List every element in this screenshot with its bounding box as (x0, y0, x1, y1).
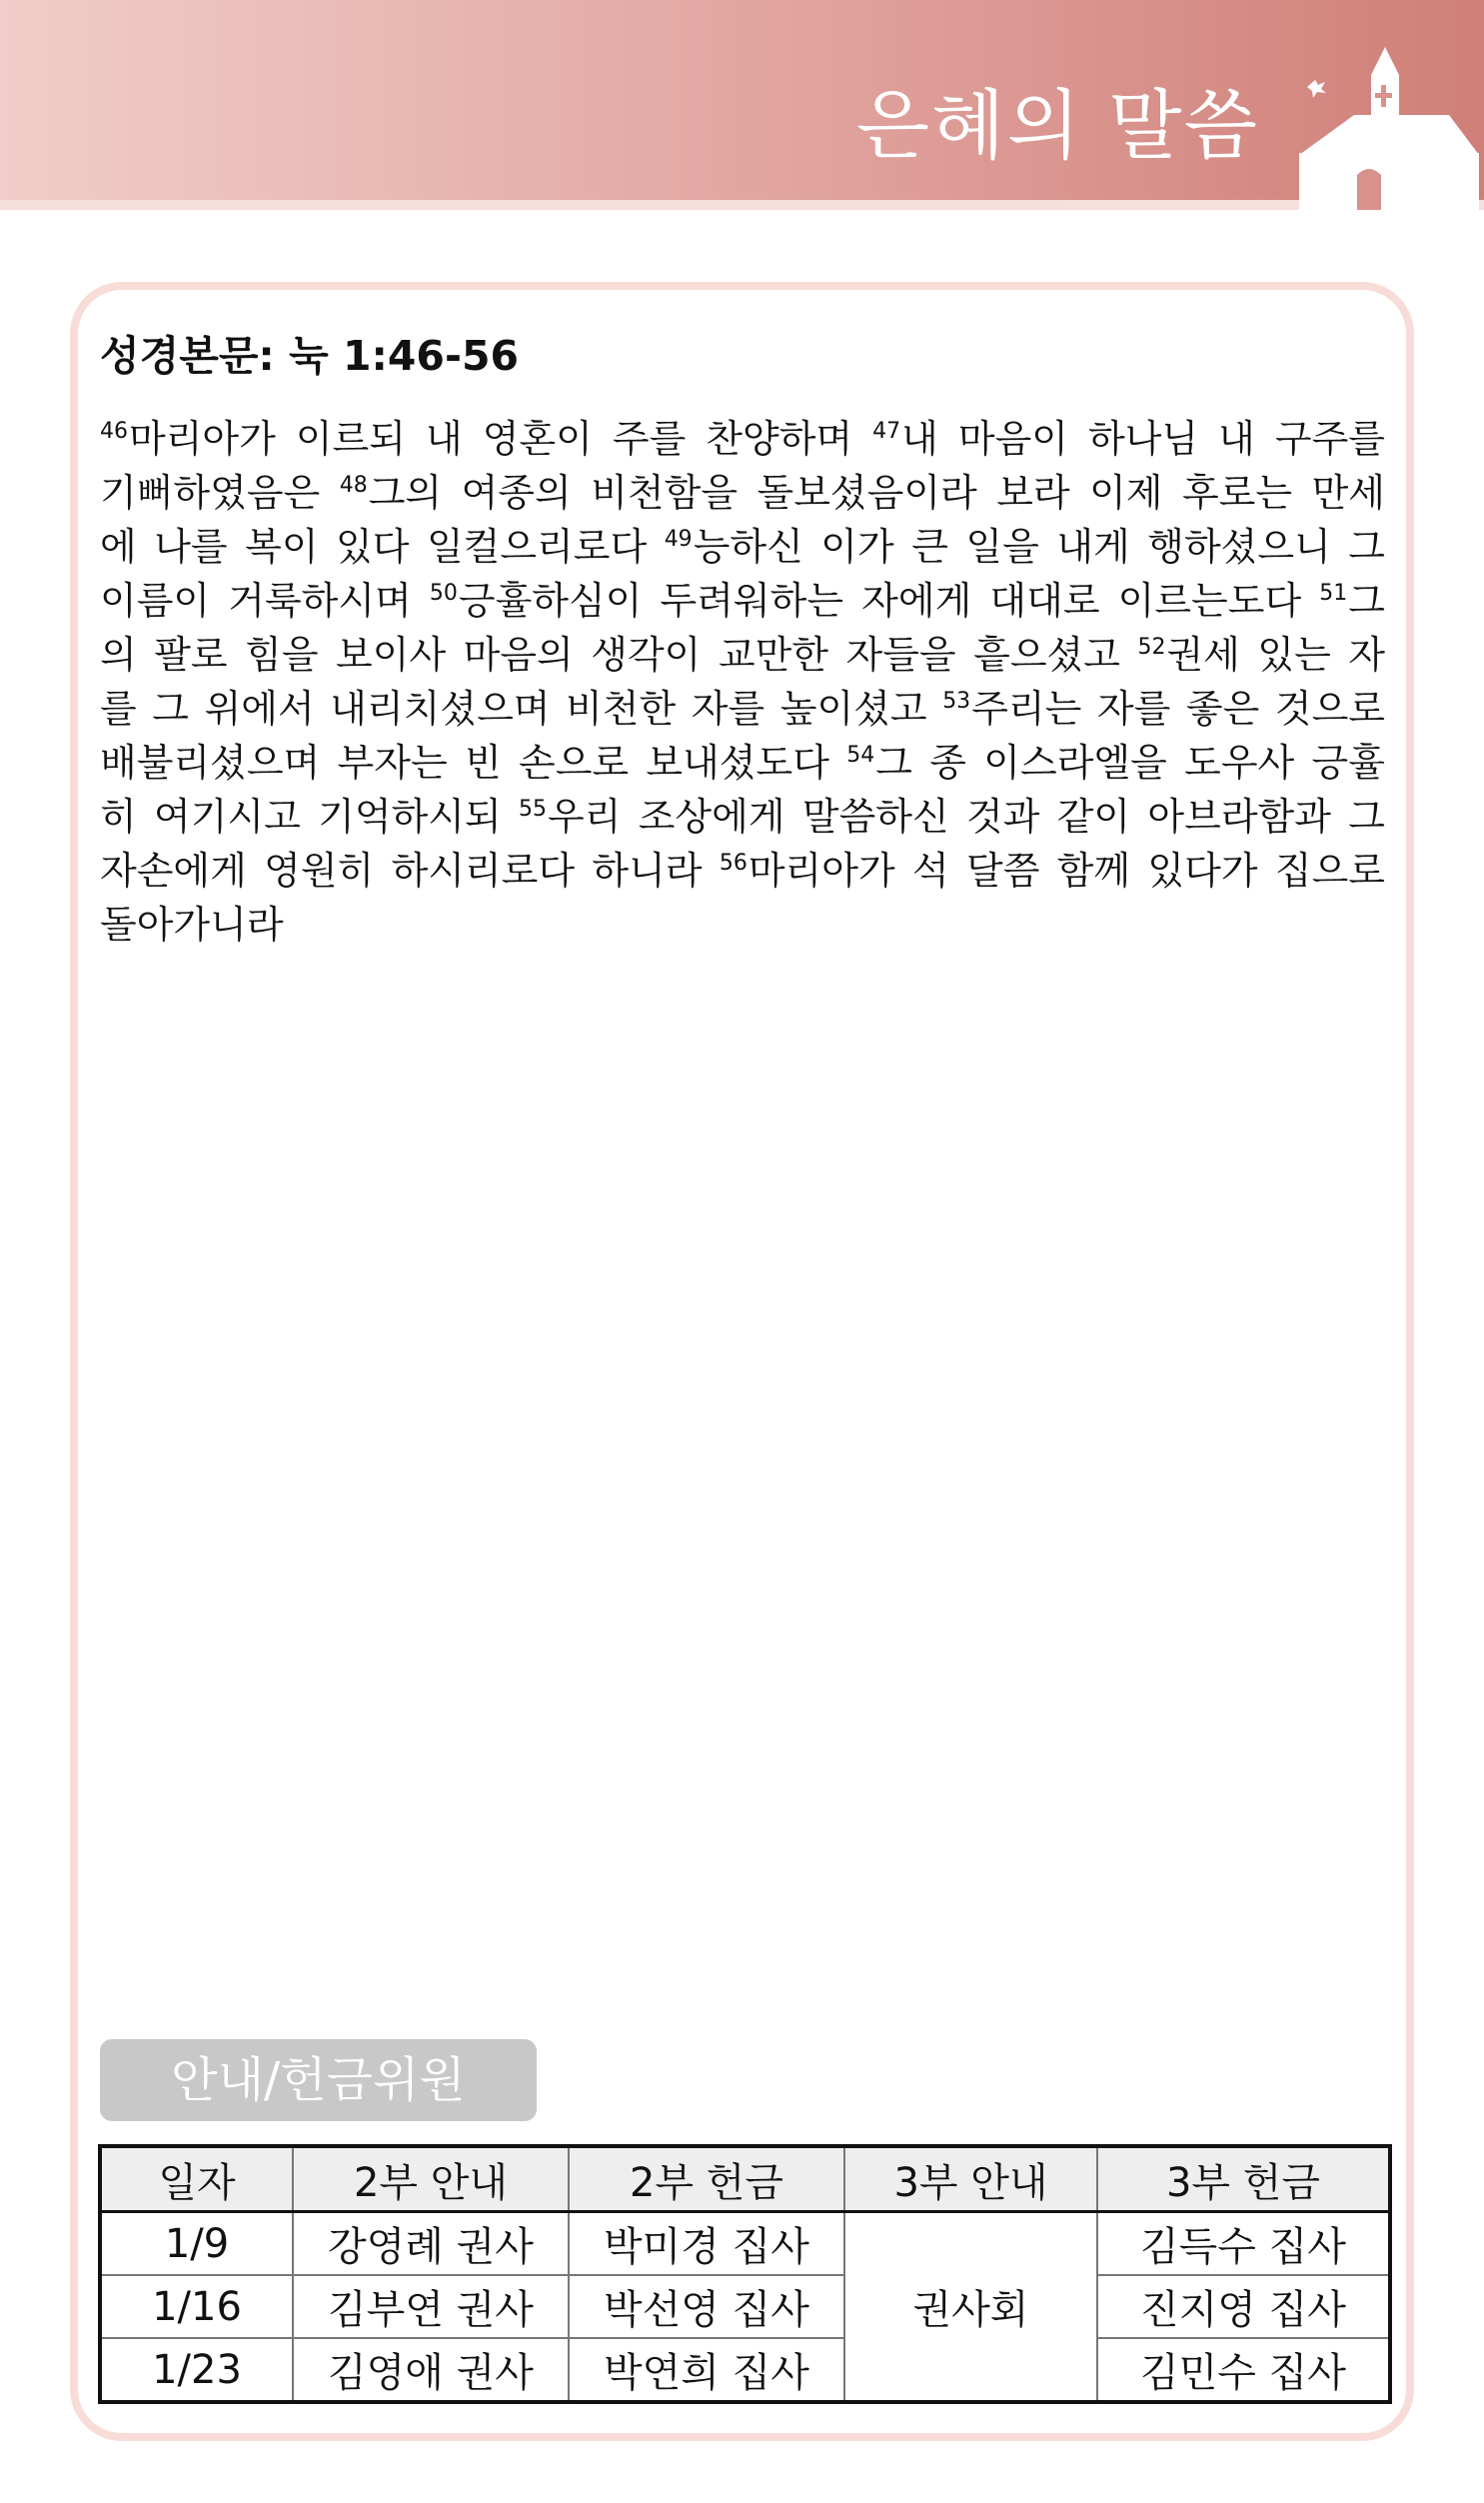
cell-2bu-heongeum: 박선영 집사 (569, 2275, 844, 2338)
cell-3bu-heongeum: 진지영 집사 (1097, 2275, 1390, 2338)
verse-number: 50 (429, 581, 458, 606)
verse-text: 내 마음이 하나님 내 구주를 기뻐하였음은 (100, 417, 1385, 515)
verse-text: 주리는 자를 좋은 것으로 배불리셨으며 부자는 빈 손으로 보내셨도다 (100, 687, 1385, 785)
table-row (100, 2338, 1390, 2402)
verse-number: 53 (942, 689, 971, 714)
cell-2bu-annae: 강영례 권사 (293, 2212, 569, 2276)
usher-section-label: 안내/헌금위원 (100, 2039, 537, 2121)
verse-text: 권세 있는 자를 그 위에서 내리치셨으며 비천한 자를 높이셨고 (100, 633, 1385, 731)
verse-text: 그의 여종의 비천함을 돌보셨음이라 보라 이제 후로는 만세에 나를 복이 있다 일컬으리로다 (100, 471, 1385, 569)
verse-text: 마리아가 석 달쯤 함께 있다가 집으로 돌아가니라 (100, 849, 1385, 947)
cell-2bu-heongeum: 박연희 집사 (569, 2338, 844, 2402)
verse-text: 긍휼하심이 두려워하는 자에게 대대로 이르는도다 (458, 579, 1320, 623)
cell-date: 1/9 (100, 2212, 293, 2276)
header-divider (0, 200, 1484, 210)
cell-2bu-annae: 김영애 권사 (293, 2338, 569, 2402)
verse-text: 우리 조상에게 말씀하신 것과 같이 아브라함과 그 자손에게 영원히 하시리로다 하니라 (100, 795, 1385, 893)
header-date: 일자 (100, 2146, 293, 2212)
header-banner (0, 0, 1484, 210)
verse-number: 47 (872, 419, 901, 444)
verse-number: 52 (1137, 635, 1166, 660)
verse-number: 46 (100, 419, 128, 444)
verse-number: 55 (519, 797, 547, 822)
table-row (100, 2275, 1390, 2338)
scripture-text (100, 412, 1385, 952)
cell-date: 1/23 (100, 2338, 293, 2402)
cell-2bu-annae: 김부연 권사 (293, 2275, 569, 2338)
verse-number: 48 (339, 473, 368, 498)
verse-text: 능하신 이가 큰 일을 내게 행하셨으니 그 이름이 거룩하시며 (100, 525, 1385, 623)
scripture-reference: 성경본문: 눅 1:46-56 (100, 332, 520, 380)
table-header-row (100, 2146, 1390, 2212)
header-2bu-heongeum: 2부 헌금 (569, 2146, 844, 2212)
cell-3bu-annae-merged: 권사회 (844, 2212, 1097, 2403)
header-3bu-heongeum: 3부 헌금 (1097, 2146, 1390, 2212)
cell-3bu-heongeum: 김득수 집사 (1097, 2212, 1390, 2276)
verse-number: 49 (664, 527, 693, 552)
church-icon (1279, 35, 1484, 210)
verse-text: 그의 팔로 힘을 보이사 마음의 생각이 교만한 자들을 흩으셨고 (100, 579, 1386, 677)
cell-3bu-heongeum: 김민수 집사 (1097, 2338, 1390, 2402)
header-3bu-annae: 3부 안내 (844, 2146, 1097, 2212)
page-title: 은혜의 말씀 (855, 81, 1259, 170)
usher-table (98, 2144, 1392, 2404)
cell-2bu-heongeum: 박미경 집사 (569, 2212, 844, 2276)
verse-number: 54 (846, 743, 875, 768)
verse-text: 마리아가 이르되 내 영혼이 주를 찬양하며 (129, 417, 873, 461)
verse-text: 그 종 이스라엘을 도우사 긍휼히 여기시고 기억하시되 (100, 741, 1385, 839)
verse-number: 51 (1319, 581, 1348, 606)
verse-number: 56 (719, 851, 747, 876)
cell-date: 1/16 (100, 2275, 293, 2338)
table-row (100, 2212, 1390, 2276)
header-2bu-annae: 2부 안내 (293, 2146, 569, 2212)
